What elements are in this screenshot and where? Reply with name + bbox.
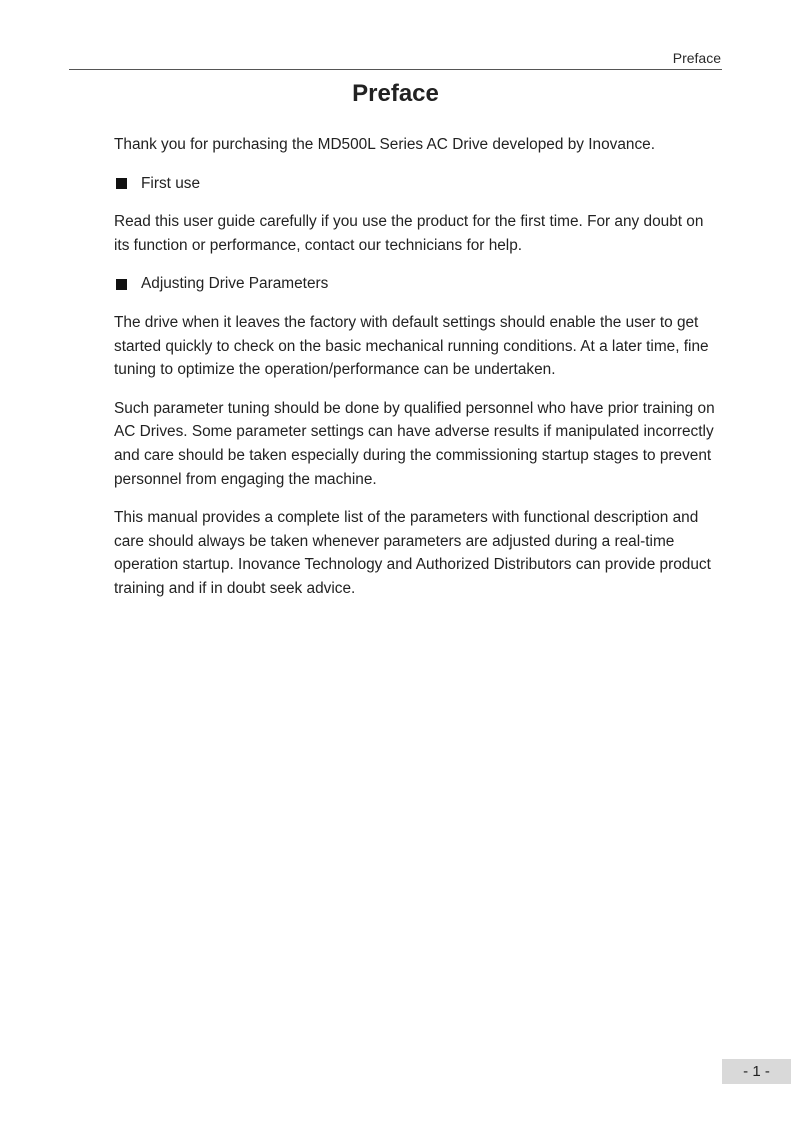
parameter-tuning-paragraph: Such parameter tuning should be done by qualified personnel who have prior training on AC Drives. Some parameter settings can have adverse results if manipulated incorrectly and care should be taken especially during the commissioning startup stages to prevent personnel from engaging the machine. bbox=[114, 399, 715, 488]
first-use-paragraph: Read this user guide carefully if you use the product for the first time. For any doubt on its function or performance, contact our technicians for help. bbox=[114, 213, 704, 254]
factory-defaults-paragraph: The drive when it leaves the factory with default settings should enable the user to get started quickly to check on the basic mechanical running conditions. At a later time, fine tuning to optimize the operation/performance can be undertaken. bbox=[114, 313, 709, 379]
page-number: - 1 - bbox=[722, 1059, 791, 1084]
bullet-first-use bbox=[114, 172, 718, 196]
bullet-adjusting-drive-parameters bbox=[114, 272, 718, 296]
page-title: Preface bbox=[352, 80, 439, 107]
header-divider bbox=[69, 69, 722, 70]
manual-overview-paragraph: This manual provides a complete list of the parameters with functional description and care should always be taken whenever parameters are adjusted during a real-time operation startup. Inovance Technology and Authorized Distributors can provide product training and if in doubt seek advice. bbox=[114, 509, 711, 597]
square-bullet-icon bbox=[116, 279, 127, 290]
intro-paragraph: Thank you for purchasing the MD500L Series AC Drive developed by Inovance. bbox=[114, 136, 655, 153]
running-header: Preface bbox=[672, 50, 721, 66]
bullet-label: First use bbox=[141, 174, 201, 192]
document-body bbox=[114, 133, 718, 616]
bullet-label: Adjusting Drive Parameters bbox=[141, 275, 329, 293]
square-bullet-icon bbox=[116, 178, 127, 189]
